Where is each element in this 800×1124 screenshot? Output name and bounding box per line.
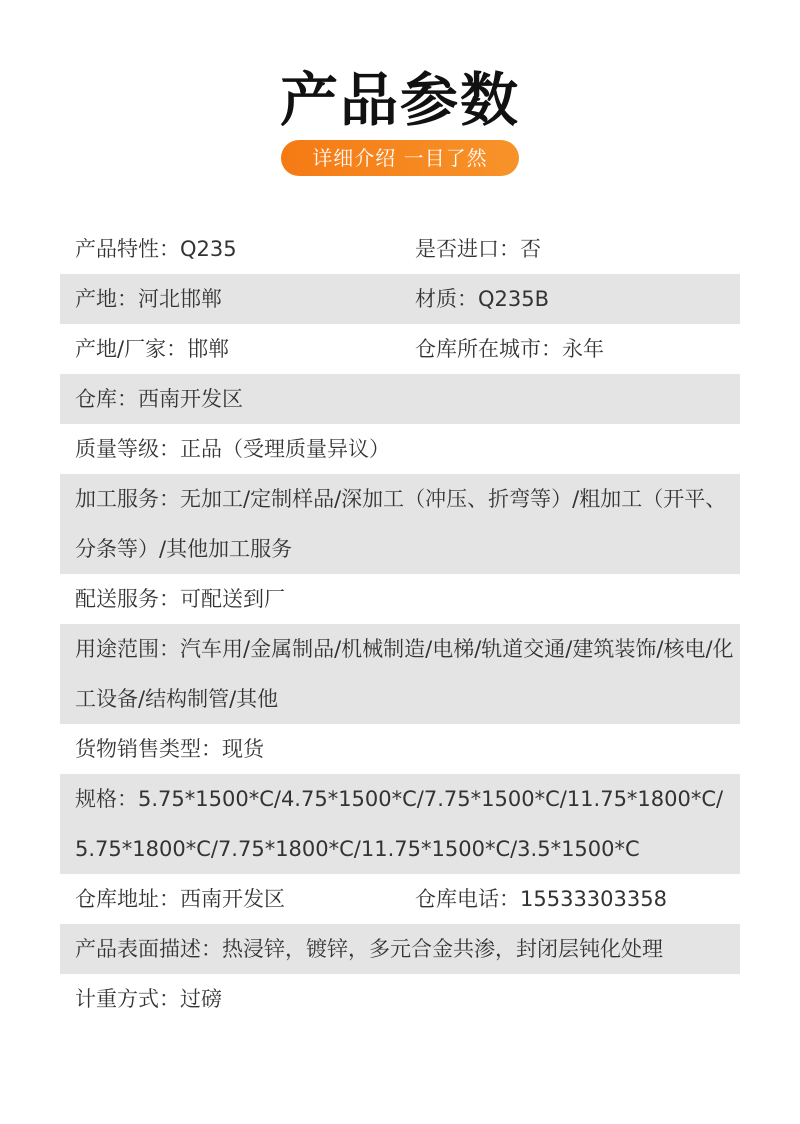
param-cell: 产品表面描述：热浸锌，镀锌，多元合金共渗，封闭层钝化处理 <box>75 937 663 961</box>
param-row <box>60 724 740 774</box>
param-row <box>60 874 740 924</box>
param-cell: 产品特性：Q235 <box>75 237 237 261</box>
param-cell: 产地：河北邯郸 <box>75 287 222 311</box>
param-cell: 仓库地址：西南开发区 <box>75 887 285 911</box>
param-cell: 加工服务：无加工/定制样品/深加工（冲压、折弯等）/粗加工（开平、分条等）/其他加工服务 <box>75 487 727 561</box>
param-row <box>60 374 740 424</box>
param-cell: 货物销售类型：现货 <box>75 737 264 761</box>
param-row <box>60 474 740 574</box>
param-cell: 材质：Q235B <box>415 287 550 311</box>
param-row <box>60 624 740 724</box>
param-row <box>60 324 740 374</box>
param-row <box>60 224 740 274</box>
params-table <box>60 224 740 1024</box>
param-cell: 规格：5.75*1500*C/4.75*1500*C/7.75*1500*C/11.75*1800*C/5.75*1800*C/7.75*1800*C/11.75*1500*C/3.5*1500*C <box>75 787 724 861</box>
param-cell: 用途范围：汽车用/金属制品/机械制造/电梯/轨道交通/建筑装饰/核电/化工设备/结构制管/其他 <box>75 637 734 711</box>
param-cell: 是否进口：否 <box>415 237 541 261</box>
param-cell: 仓库：西南开发区 <box>75 387 243 411</box>
param-cell: 仓库所在城市：永年 <box>415 337 604 361</box>
param-cell: 计重方式：过磅 <box>75 987 222 1011</box>
param-cell: 质量等级：正品（受理质量异议） <box>75 437 390 461</box>
param-cell: 配送服务：可配送到厂 <box>75 587 285 611</box>
param-row <box>60 924 740 974</box>
subtitle-badge: 详细介绍 一目了然 <box>281 140 519 176</box>
param-row <box>60 774 740 874</box>
param-cell: 仓库电话：15533303358 <box>415 887 667 911</box>
param-row <box>60 574 740 624</box>
page-title: 产品参数 <box>279 66 520 134</box>
param-row <box>60 974 740 1024</box>
param-row <box>60 274 740 324</box>
param-cell: 产地/厂家：邯郸 <box>75 337 230 361</box>
param-row <box>60 424 740 474</box>
